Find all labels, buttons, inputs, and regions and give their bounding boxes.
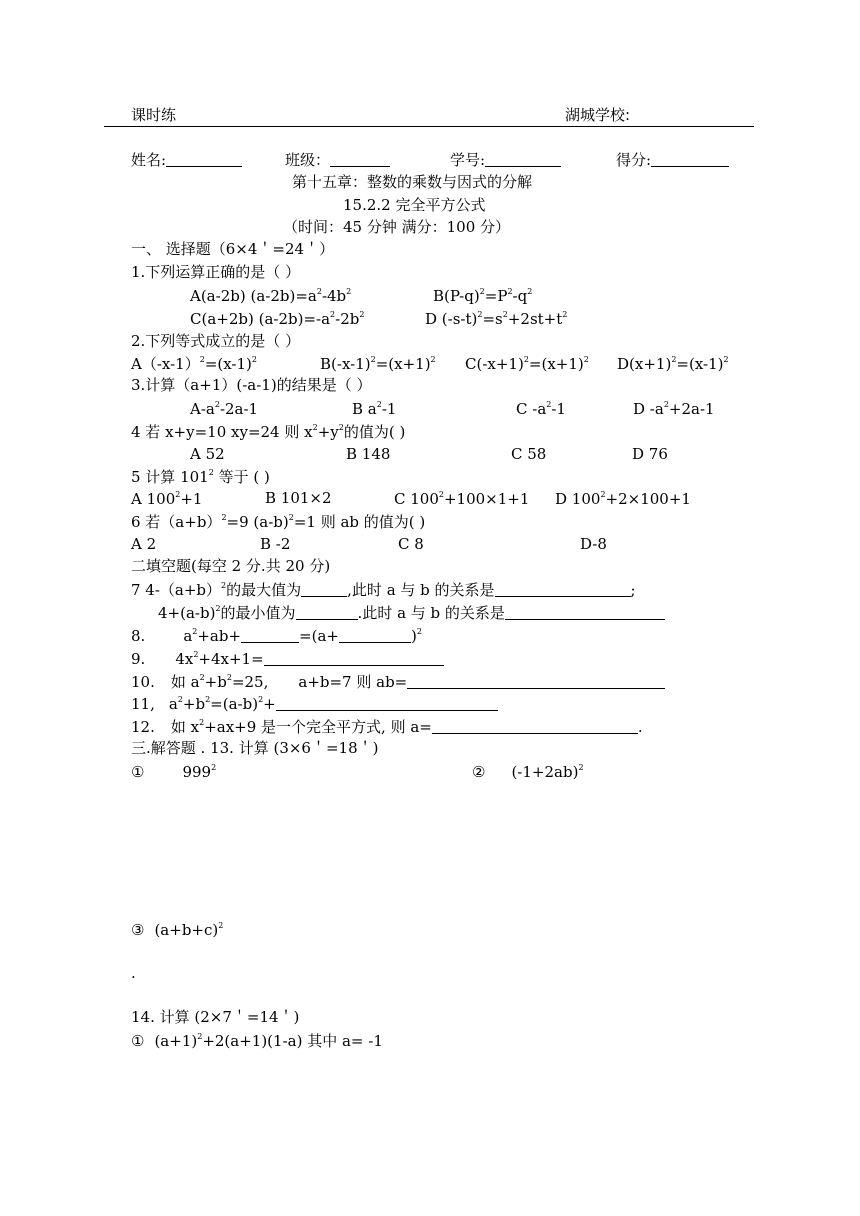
q4-option-d: D 76 bbox=[632, 445, 668, 463]
q1-option-c: C(a+2b) $(a-2b)=-a^2-2b^2$ bbox=[190, 310, 365, 328]
question-1: 1.下列运算正确的是（ ） bbox=[131, 263, 301, 281]
q3-option-c: C $-a^2-1$ bbox=[516, 400, 566, 418]
header-right: 湖城学校: bbox=[565, 106, 631, 124]
q6-option-a: A 2 bbox=[131, 535, 157, 553]
q5-option-b: B 101×2 bbox=[265, 489, 332, 507]
class-field: 班级： bbox=[285, 152, 390, 168]
section-title: 15.2.2 完全平方公式 bbox=[343, 196, 486, 214]
question-4: 4 若 x+y=10 xy=24 则 $x^2+y^2$的值为( ) bbox=[131, 423, 406, 441]
q1-option-b: $B(P-q)^2=P^2-q^2$ bbox=[433, 287, 533, 305]
chapter-title: 第十五章：整数的乘数与因式的分解 bbox=[292, 173, 533, 191]
question-9: 9. $4x^2+4x+1=$ bbox=[131, 651, 444, 667]
header-left: 课时练 bbox=[131, 106, 177, 124]
q6-option-b: B -2 bbox=[260, 535, 291, 553]
question-12: 12. 如 $x^2+ax+9$ 是一个完全平方式, 则 a= . bbox=[131, 718, 643, 736]
q6-option-c: C 8 bbox=[398, 535, 424, 553]
q3-option-a: $A-a^2-2a-1$ bbox=[190, 400, 259, 418]
q1-option-d: D $(-s-t)^2=s^2+2st+t^2$ bbox=[425, 310, 568, 328]
score-field: 得分: bbox=[616, 152, 729, 168]
question-5: 5 计算 $101^2$ 等于 ( ) bbox=[131, 468, 270, 486]
question-14-heading: 14. 计算 (2×7＇=14＇) bbox=[131, 1008, 300, 1026]
question-7-line-2: $4+(a-b)^2$的最小值为 .此时 a 与 b 的关系是 bbox=[158, 605, 665, 621]
q6-option-d: D-8 bbox=[580, 535, 607, 553]
exam-meta: （时间：45 分钟 满分：100 分） bbox=[283, 218, 511, 236]
q4-option-c: C 58 bbox=[511, 445, 547, 463]
q2-option-d: $D(x+1)^2=(x-1)^2$ bbox=[617, 355, 729, 373]
q13-part-2: ② $(-1+2ab)^2$ bbox=[472, 763, 584, 781]
q2-option-b: $B(-x-1)^2=(x+1)^2$ bbox=[320, 355, 436, 373]
q2-option-a: $A(-x-1)^2=(x-1)^2$ bbox=[131, 355, 257, 373]
question-7-line-1: 7 $4-(a+b)^2$的最大值为 ,此时 a 与 b 的关系是 ; bbox=[131, 581, 636, 599]
name-field: 姓名: bbox=[131, 152, 242, 168]
question-11: 11, $a^2+b^2=(a-b)^2+$ bbox=[131, 696, 498, 712]
question-2: 2.下列等式成立的是（ ） bbox=[131, 332, 301, 350]
q4-option-b: B 148 bbox=[346, 445, 391, 463]
q3-option-b: B $a^2-1$ bbox=[352, 400, 397, 418]
q13-part-3: ③ $(a+b+c)^2$ bbox=[131, 921, 224, 939]
question-10: 10. 如 $a^2+b^2=25$, a+b=7 则 ab= bbox=[131, 674, 665, 690]
section-1-heading: 一、 选择题（6×4＇=24＇） bbox=[131, 240, 335, 258]
q2-option-c: $C(-x+1)^2=(x+1)^2$ bbox=[465, 355, 589, 373]
q4-option-a: A 52 bbox=[190, 445, 225, 463]
stray-dot: . bbox=[131, 964, 136, 982]
q5-option-a: A $100^2+1$ bbox=[131, 490, 203, 508]
q1-option-a: A(a-2b) $(a-2b)=a^2-4b^2$ bbox=[190, 287, 352, 305]
q13-part-1: ① $999^2$ bbox=[131, 763, 217, 781]
q5-option-d: D $100^2+2\times 100+1$ bbox=[555, 490, 691, 508]
question-3: 3.计算（a+1）(-a-1)的结果是（ ） bbox=[131, 376, 372, 394]
question-8: 8. $a^2+ab+ =(a+ )^2$ bbox=[131, 627, 422, 645]
section-3-heading: 三.解答题 . 13. 计算 (3×6＇=18＇) bbox=[131, 739, 379, 757]
question-6: 6 若$(a+b)^2=9$ $(a-b)^2=1$ 则 ab 的值为( ) bbox=[131, 513, 426, 531]
q3-option-d: D $-a^2+2a-1$ bbox=[633, 400, 715, 418]
student-id-field: 学号: bbox=[450, 152, 561, 168]
q5-option-c: C $100^2+100\times 1+1$ bbox=[394, 490, 530, 508]
section-2-heading: 二填空题(每空 2 分.共 20 分) bbox=[131, 557, 331, 575]
q14-part-1: ① $(a+1)^2+2(a+1)(1-a)$ 其中 a= -1 bbox=[131, 1032, 383, 1050]
header-divider bbox=[104, 126, 754, 127]
